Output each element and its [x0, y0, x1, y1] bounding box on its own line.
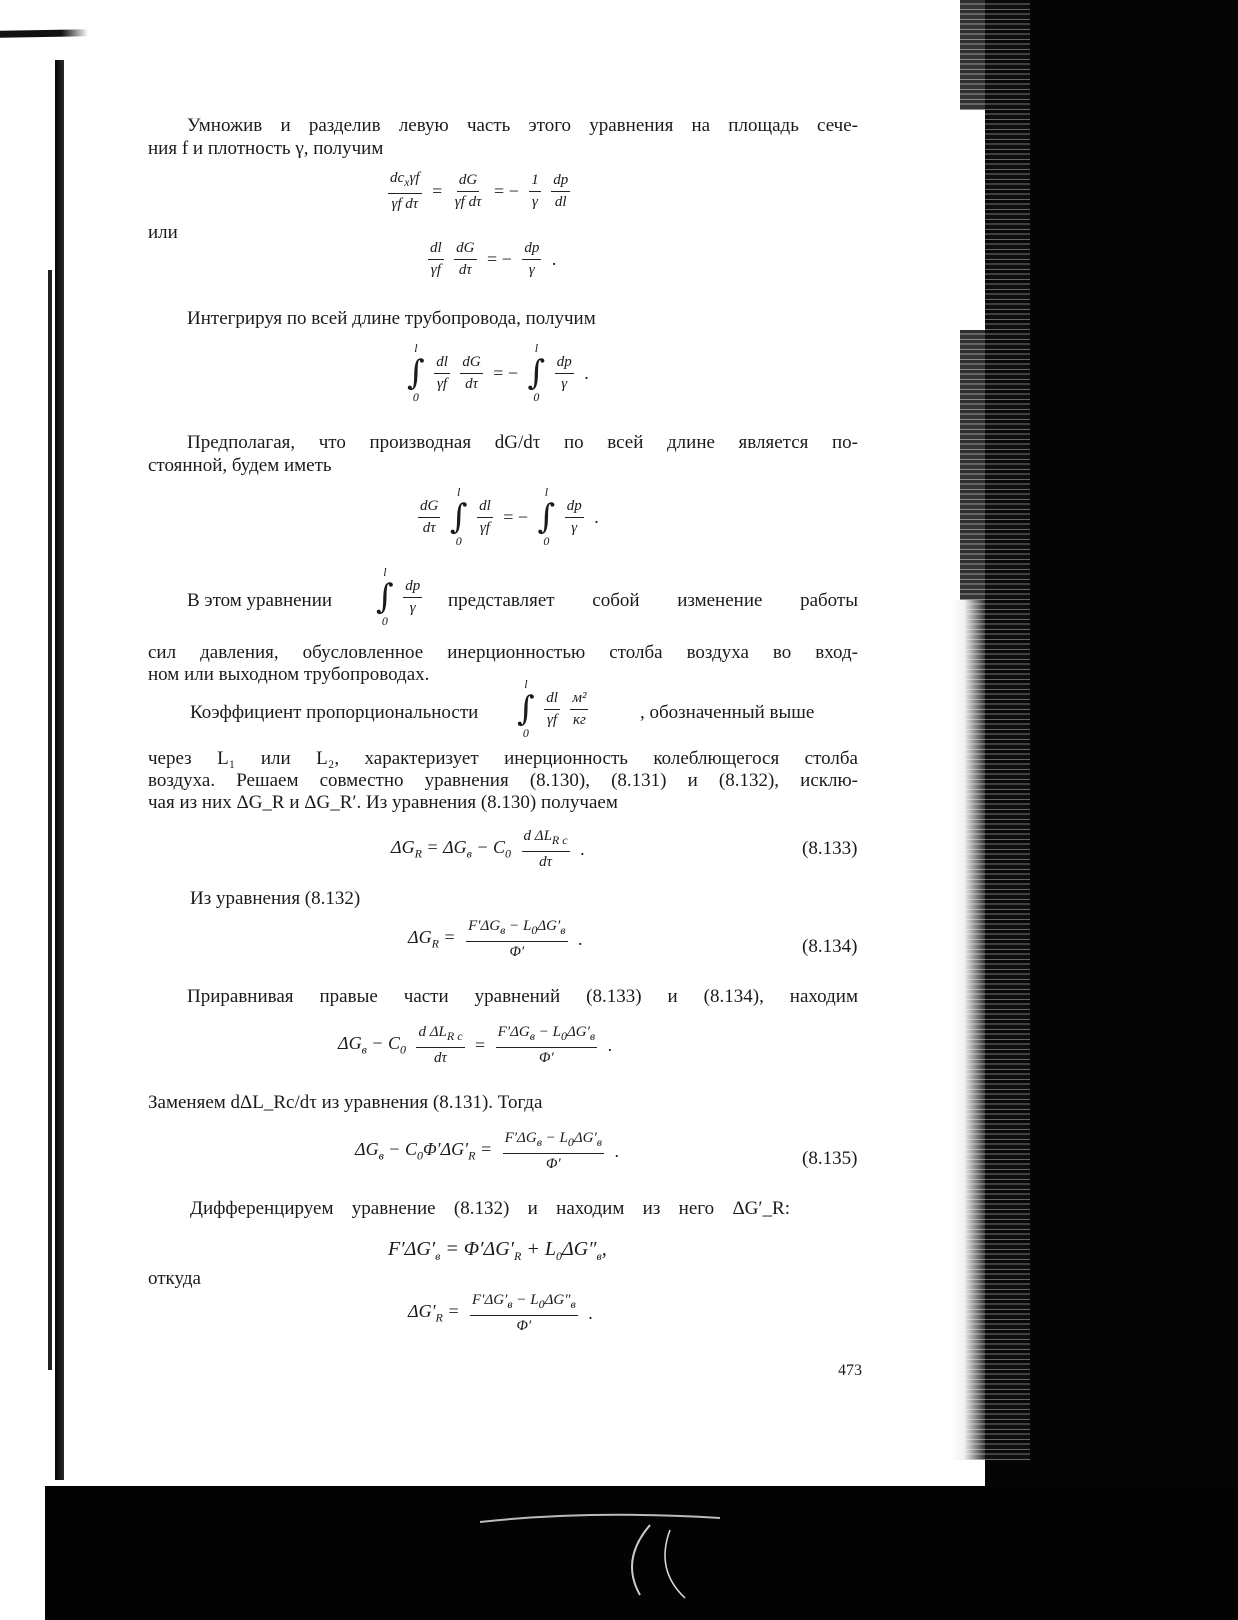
page-number: 473 — [838, 1362, 862, 1379]
scan-margin-mark — [0, 29, 88, 38]
word-otkuda: откуда — [148, 1268, 201, 1289]
paragraph-line: ном или выходном трубопроводах. — [148, 664, 430, 685]
paragraph-line: В этом уравнении — [187, 590, 333, 611]
paragraph-line: Дифференцируем уравнение (8.132) и находим из него ΔG′_R: — [190, 1198, 790, 1219]
equation-number: (8.135) — [802, 1148, 858, 1169]
equation-e9: $F'\Delta G'_в = \Phi'\Delta G'_R + L_0\Delta G''_в$, — [388, 1238, 607, 1263]
word-ili: или — [148, 222, 178, 243]
equation-e2: $\frac{dl}{\gamma f}$ $\frac{dG}{d\tau}$ = − $\frac{dp}{\gamma}$ . — [430, 240, 557, 278]
scan-left-edge — [55, 60, 64, 1480]
paragraph-line: Коэффициент пропорциональности — [190, 702, 479, 723]
paragraph-line: стоянной, будем иметь — [148, 455, 332, 476]
equation-number: (8.134) — [802, 936, 858, 957]
inline-integral: l ∫ 0 $\frac{dl}{\gamma f}$ $\frac{\text{м²}}{кг}$ — [517, 677, 587, 740]
paragraph-line: Умножив и разделив левую часть этого уравнения на площадь сече- — [187, 115, 858, 136]
scan-bottom-marks — [470, 1500, 730, 1600]
paragraph-line: воздуха. Решаем совместно уравнения (8.130), (8.131) и (8.132), исклю- — [148, 770, 858, 791]
scan-left-shadow — [48, 270, 52, 1370]
paragraph-line: через L₁ или L₂, характеризует инерционность колеблющегося столба — [148, 748, 858, 769]
inline-integral: l ∫ 0 $\frac{dp}{\gamma}$ — [376, 565, 421, 628]
paragraph-line: , обозначенный выше — [640, 702, 815, 723]
paragraph-line: Приравнивая правые части уравнений (8.133) и (8.134), находим — [187, 986, 858, 1007]
equation-number: (8.133) — [802, 838, 858, 859]
scan-right-gap-lower — [950, 600, 985, 1460]
scan-right-gap — [950, 110, 985, 330]
paragraph-line: чая из них ΔG_R и ΔG_R′. Из уравнения (8.130) получаем — [148, 792, 618, 813]
equation-e4: $\frac{dG}{d\tau}$ l ∫ 0 $\frac{dl}{\gamma f}$ = − l ∫ 0 $\frac{dp}{\gamma}$ . — [420, 485, 599, 548]
paragraph-line: Заменяем dΔL_Rc/dτ из уравнения (8.131). Тогда — [148, 1092, 543, 1113]
paragraph-line: представляет собой изменение работы — [448, 590, 858, 611]
equation-e10: $\Delta G'_R$ = $\frac{F'\Delta G'_в - L_0\Delta G''_в}{\Phi'}$ . — [408, 1292, 593, 1334]
paragraph-line: Предполагая, что производная dG/dτ по всей длине является по- — [187, 432, 858, 453]
paragraph-line: Из уравнения (8.132) — [190, 888, 361, 909]
equation-8-135: $\Delta G_в - C_0\Phi'\Delta G'_R$ = $\frac{F'\Delta G_в - L_0\Delta G'_в}{\Phi'}$ . — [355, 1130, 620, 1172]
equation-e7: $\Delta G_в - C_0$ $\frac{d \Delta L_{R c}}{d\tau}$ = $\frac{F'\Delta G_в - L_0\Delta G'_в}{\Phi'}$ . — [338, 1024, 613, 1066]
paragraph-line: сил давления, обусловленное инерционностью столба воздуха во вход- — [148, 642, 858, 663]
equation-e1: $\frac{dc_x\gamma f}{\text{γf dτ}}$ = $\frac{dG}{\text{γf dτ}}$ = − $\frac{1}{\gamma}$ $\frac{dp}{dl}$ — [390, 170, 569, 212]
equation-8-133: $\Delta G_R = \Delta G_в - C_0$ $\frac{d \Delta L_{R c}}{d\tau}$ . — [391, 828, 585, 870]
paragraph-line: ния f и плотность γ, получим — [148, 138, 384, 159]
equation-8-134: $\Delta G_R$ = $\frac{F'\Delta G_в - L_0\Delta G'_в}{\Phi'}$ . — [408, 918, 583, 960]
equation-e3: l ∫ 0 $\frac{dl}{\gamma f}$ $\frac{dG}{d\tau}$ = − l ∫ 0 $\frac{dp}{\gamma}$ . — [407, 341, 589, 404]
paragraph-line: Интегрируя по всей длине трубопровода, получим — [187, 308, 596, 329]
